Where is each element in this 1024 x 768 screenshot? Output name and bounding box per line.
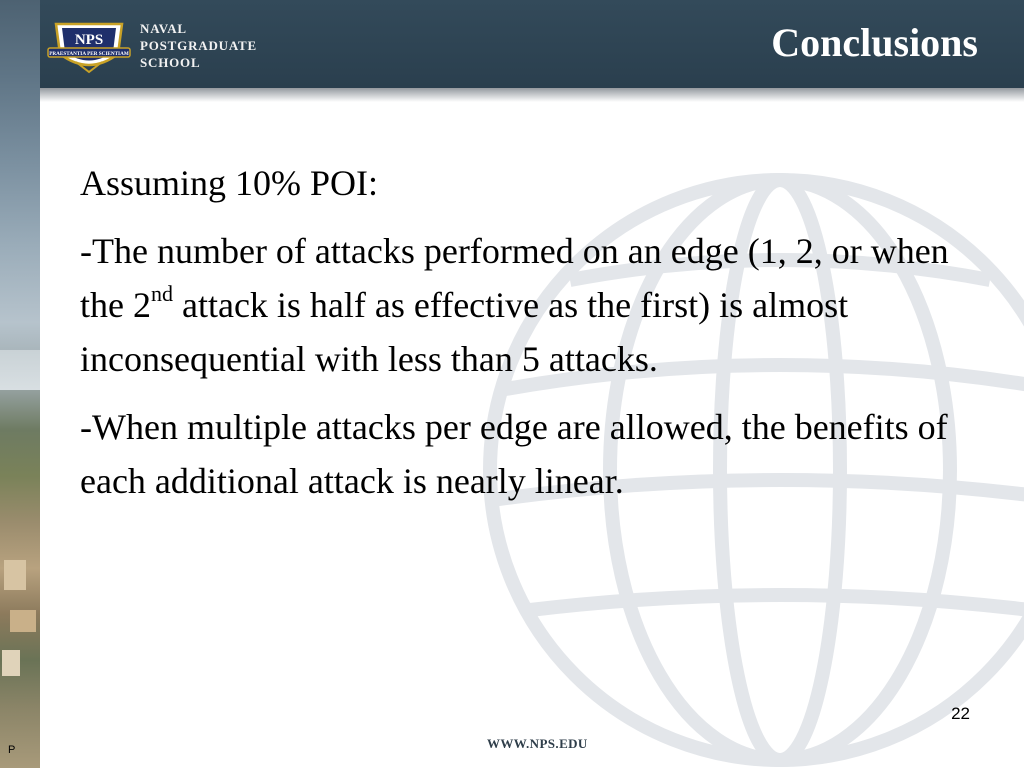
school-name-line: SCHOOL xyxy=(140,55,201,70)
logo-motto: PRAESTANTIA PER SCIENTIAM xyxy=(49,51,129,57)
school-name-line: POSTGRADUATE xyxy=(140,38,257,53)
bullet-multiple-attacks: -When multiple attacks per edge are allowed, the benefits of each additional attack is nearly linear. xyxy=(80,407,948,501)
bullet-text-part: attack is half as effective as the first) is almost inconsequential with less than 5 attacks. xyxy=(80,285,849,379)
slide-title: Conclusions xyxy=(771,20,978,65)
intro-text: Assuming 10% POI: xyxy=(80,163,379,203)
photo-building xyxy=(10,610,36,632)
campus-photo-strip xyxy=(0,0,40,768)
slide-content xyxy=(80,156,980,522)
footer-url: WWW.NPS.EDU xyxy=(487,736,588,751)
school-name xyxy=(140,20,257,71)
bullet-attacks-per-edge xyxy=(80,224,980,386)
photo-building xyxy=(2,650,20,676)
photo-building xyxy=(4,560,26,590)
nps-logo-icon xyxy=(46,14,132,78)
ordinal-superscript: nd xyxy=(150,281,173,306)
page-number: 22 xyxy=(951,704,970,723)
school-name-line: NAVAL xyxy=(140,21,187,36)
logo-text: NPS xyxy=(74,32,104,48)
bullet-text-part: -The number of attacks performed on an edge (1, 2, or when the 2 xyxy=(80,231,949,325)
photo-sea xyxy=(0,350,40,390)
header-shadow xyxy=(40,88,1024,102)
corner-mark: P xyxy=(8,744,16,756)
